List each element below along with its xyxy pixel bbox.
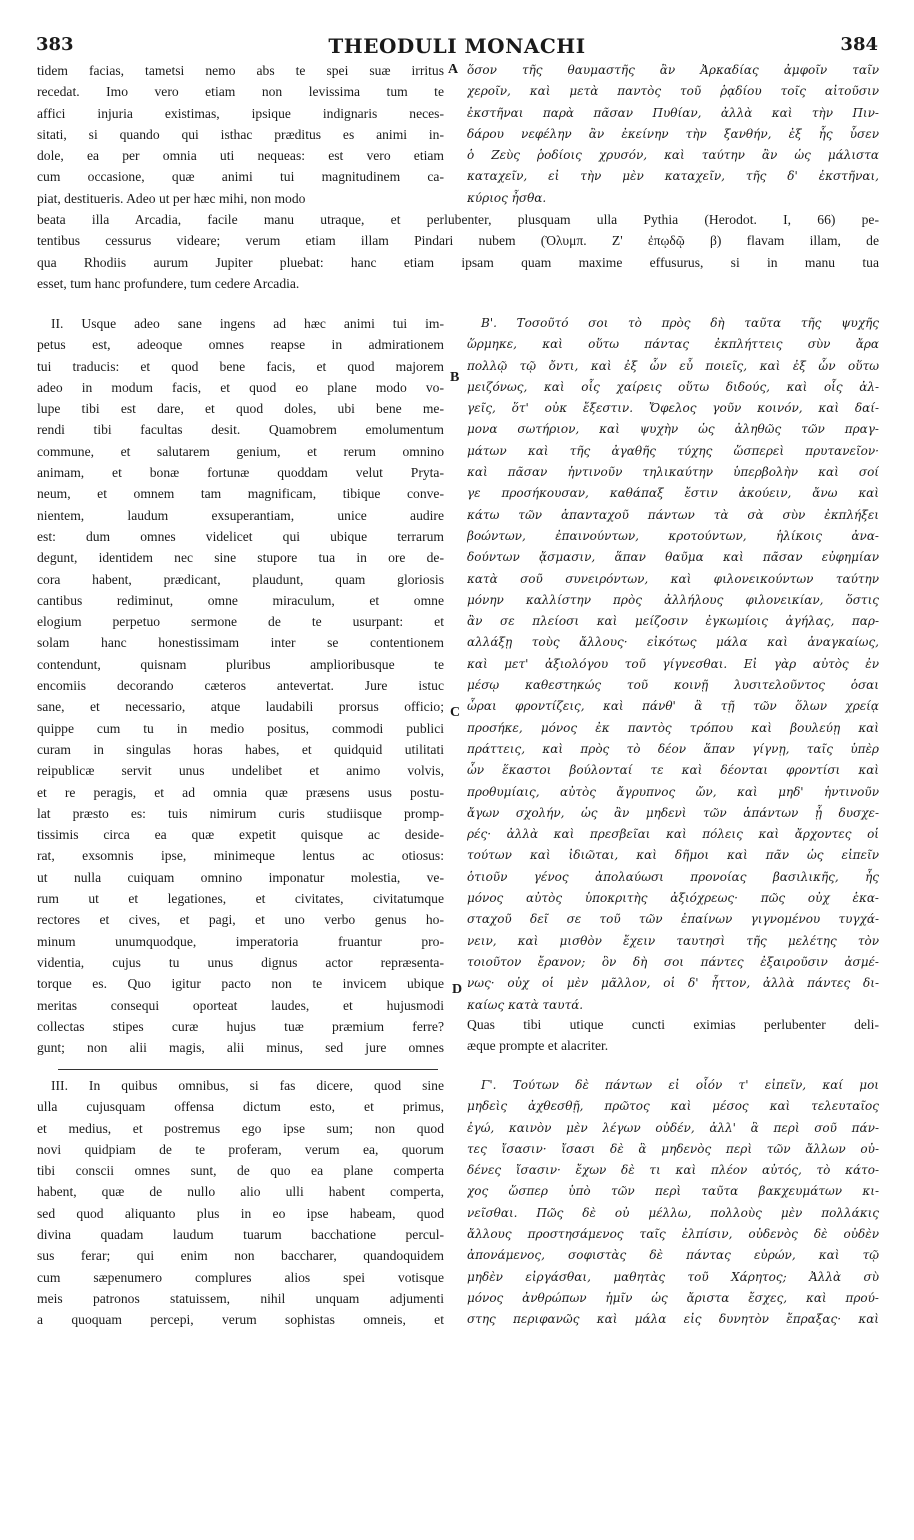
text-line: νεῖσθαι. Πῶς δὲ οὐ μέλλω, πολλοὺς μὲν πολλάκις bbox=[467, 1205, 879, 1220]
text-line: μονα σωτήριον, καὶ ψυχὴν ὡς ἀληθῶς τῶν πραγ- bbox=[467, 422, 879, 437]
text-line: μάτων καὶ τῆς ἀγαθῆς τύχης ὥσπερεὶ πρυτανεῖον· bbox=[467, 443, 879, 458]
text-line: meis patronos statuissem, nihil unquam adjumenti bbox=[37, 1290, 444, 1306]
text-line: ulla cujusquam offensa dictum esto, et primus, bbox=[37, 1099, 444, 1115]
text-line: neum, et omnem tam magnificam, tibique conve- bbox=[37, 486, 444, 502]
text-line: meritas consequi oporteat laudes, et hujusmodi bbox=[37, 997, 444, 1013]
margin-marker-d: D bbox=[452, 982, 463, 997]
text-line: δένες ἴσασιν· ἔχων δὲ τι καὶ πλέον αὐτός, τὸ κάτο- bbox=[467, 1163, 879, 1178]
text-line: rectores et cives, et pagi, et uno verbo genus ho- bbox=[37, 912, 444, 928]
text-line: ἄλλους προστησάμενος ταῖς ἐλπίσιν, οὐδενὸς δὲ οὐδὲν bbox=[467, 1227, 879, 1242]
text-line: animam, et bonæ fortunæ quoddam velut Pryta- bbox=[37, 465, 444, 481]
text-line: tidem facias, tametsi nemo abs te spei suæ irritus bbox=[37, 63, 444, 78]
text-line: κύριος ἦσθα. bbox=[467, 190, 547, 205]
text-line: contendunt, quisnam pluribus amplioribusque te bbox=[37, 656, 444, 672]
text-line: tentibus cessurus videare; verum etiam illam Pindari nubem (Ὀλυμπ. Ζ' ἐπῳδῷ β) flavam illam, de bbox=[37, 233, 879, 249]
full-width-paragraph-1 bbox=[37, 209, 879, 297]
text-line: rum ut et legationes, et civitates, civitatumque bbox=[37, 891, 444, 907]
text-line: torque es. Quo igitur pacto non te invicem ubique bbox=[37, 976, 444, 992]
text-line: τούτων καὶ ἰδιῶται, καὶ δῆμοι καὶ πᾶν ὡς εἰπεῖν bbox=[467, 848, 879, 863]
text-line: ρές· ἀλλὰ καὶ πρεσβεῖαι καὶ πόλεις καὶ ἄρχοντες οἱ bbox=[467, 827, 879, 842]
text-line: petus est, adeoque omnes reapse in admirationem bbox=[37, 337, 444, 353]
text-line: affici injuria existimas, ipsique indignaris neces- bbox=[37, 105, 444, 121]
text-line: recedat. Imo vero etiam non levissima tum te bbox=[37, 84, 444, 100]
text-line: προσήκε, μόνος ἐκ παντὸς τρόπου καὶ βουλεύῃ καὶ bbox=[467, 720, 879, 735]
text-line: ὁ Ζεὺς ῥοδίοις χρυσόν, καὶ ταύτην ἂν ὡς μάλιστα bbox=[467, 148, 879, 163]
text-line: minum unumquodque, imperatoria fruantur pro- bbox=[37, 933, 444, 949]
text-line: rendi tibi facultas desit. Quamobrem emolumentum bbox=[37, 422, 444, 438]
text-line: degunt, identidem nec sine stupore tua in ore de- bbox=[37, 550, 444, 566]
text-line: πολλῷ τῷ ὄντι, καὶ ἐξ ὧν εὖ ποιεῖς, καὶ ἐξ ὧν οὕτω bbox=[467, 358, 879, 373]
margin-marker-c: C bbox=[450, 705, 461, 720]
text-line: beata illa Arcadia, facile manu utraque, et perlubenter, plusquam ulla Pythia (Herodot. I, 66) pe- bbox=[37, 212, 879, 227]
text-line: ὧν ἕκαστοι βούλονταί τε καὶ δέονται φροντίσι καὶ bbox=[467, 763, 879, 778]
text-line: curam in singulas horas habes, et quidquid utilitati bbox=[37, 741, 444, 757]
text-line: cantibus rediminut, omne miraculum, et omne bbox=[37, 592, 444, 608]
text-line: τοιοῦτον ἔρανον; ὃν δὴ σοι πάντες ἐξαιροῦσιν ἀσμέ- bbox=[467, 954, 879, 969]
text-line: ὅσον τῆς θαυμαστῆς ἂν Ἀρκαδίας ἀμφοῖν ταῖν bbox=[467, 63, 879, 77]
text-line: dole, ea per omnia uti nequeas: est vero etiam bbox=[37, 148, 444, 164]
text-line: sane, et necessario, atque laudabili prorsus officio; bbox=[37, 699, 444, 715]
text-line: esset, tum hanc profundere, tum cedere Arcadia. bbox=[37, 275, 300, 291]
text-line: προθυμίαις, αὐτὸς ἄγρυπνος ὤν, καὶ μηδ' ἡντινοῦν bbox=[467, 784, 879, 799]
text-line: II. Usque adeo sane ingens ad hæc animi tui im- bbox=[51, 316, 444, 331]
page-number-right: 384 bbox=[840, 34, 878, 55]
text-line: ὥρμηκε, καὶ οὕτω πάντας ἐκπλήττεις σὺν ἄρα bbox=[467, 337, 879, 352]
column-divider-section-3 bbox=[58, 1069, 438, 1070]
text-line: μειζόνως, καὶ οἷς χαίρεις οὕτω διδούς, καὶ οἷς ἀλ- bbox=[467, 379, 879, 394]
margin-marker-b: B bbox=[450, 370, 460, 385]
text-line: δούντων ᾄσμασιν, ἅπαν θαῦμα καὶ πᾶσαν εὐφημίαν bbox=[467, 550, 879, 565]
text-line: III. In quibus omnibus, si fas dicere, quod sine bbox=[51, 1078, 444, 1093]
text-line: cum occasione, quæ animi tui magnitudinem ca- bbox=[37, 169, 444, 185]
greek-column-section-1 bbox=[467, 60, 879, 212]
text-line: μόνος αὐτὸς ὑποκριτὴς ἀξιόχρεως· πῶς οὐχ ἑκα- bbox=[467, 891, 879, 906]
text-line: νειν, καὶ μισθὸν ἔχειν ταυτησὶ τῆς μελέτης τὸν bbox=[467, 933, 879, 948]
text-line: Β'. Τοσοῦτό σοι τὸ πρὸς δὴ ταῦτα τῆς ψυχῆς bbox=[481, 316, 879, 330]
text-line: æque prompte et alacriter. bbox=[467, 1038, 609, 1054]
text-line: novi quidpiam de te proferam, verum ea, quorum bbox=[37, 1141, 444, 1157]
text-line: Quas tibi utique cuncti eximias perlubenter deli- bbox=[467, 1017, 879, 1032]
text-line: cum sæpenumero complures alios spei votisque bbox=[37, 1269, 444, 1285]
text-line: elogium perpetuo sermone de te usurpant: et bbox=[37, 614, 444, 630]
text-line: ἐγώ, καινὸν μὲν λέγων οὐδέν, ἀλλ' ἃ περὶ σοῦ πάν- bbox=[467, 1120, 879, 1135]
text-line: κάτω τῶν ἁπανταχοῦ πάντων τὰ σὰ σὺν ἐκπλήξει bbox=[467, 507, 879, 522]
greek-column-section-2 bbox=[467, 313, 879, 1019]
text-line: γε προσήκουσαν, καθάπαξ ἔστιν ἀκούειν, ἄνω καὶ bbox=[467, 486, 879, 501]
text-line: μηδεὶς ἀχθεσθῇ, πρῶτος καὶ μέσος καὶ τελευταῖος bbox=[467, 1099, 879, 1114]
text-line: μέσῳ καθεστηκώς τοῦ κοινῇ λυσιτελοῦντος ὁσαι bbox=[467, 678, 879, 693]
text-line: αλλάξῃ τοὺς ἄλλους· εἰκότως μάλα καὶ ἀναγκαίως, bbox=[467, 635, 879, 650]
text-line: piat, destitueris. Adeo ut per hæc mihi, non modo bbox=[37, 190, 306, 206]
text-line: gunt; non alii magis, alii minus, sed jure omnes bbox=[37, 1040, 444, 1056]
text-line: καὶ μετ' ἀξιολόγου τοῦ γίγνεσθαι. Εἰ γὰρ αὐτὸς ἐν bbox=[467, 656, 879, 671]
running-title: THEODULI MONACHI bbox=[328, 34, 586, 58]
text-line: καταχεῖν, εἰ τὴν μὲν καταχεῖν, τῆς δ' ἐκστῆναι, bbox=[467, 169, 879, 184]
text-line: νως· οὐχ οἱ μὲν μᾶλλον, οἱ δ' ἧττον, ἀλλὰ πάντες δι- bbox=[467, 976, 879, 991]
text-line: habent, quæ de nullo alio ulli habent comperta, bbox=[37, 1184, 444, 1200]
text-line: γεῖς, ὅτ' οὐκ ἔξεστιν. Ὄφελος γοῦν κοινόν, καὶ δαί- bbox=[467, 401, 879, 416]
text-line: lat præsto es: tuis nimirum curis studiisque promp- bbox=[37, 805, 444, 821]
greek-column-section-3 bbox=[467, 1075, 879, 1337]
text-line: est: dum omnes videlicet qui ubique terrarum bbox=[37, 528, 444, 544]
text-line: μόνος ἀνθρώπων ἡμῖν ὡς ἄριστα ἔσχες, καὶ πρού- bbox=[467, 1290, 879, 1305]
text-line: τες ἴσασιν· ἴσασι δὲ ἃ μηδενὸς περὶ τῶν ἄλλων οὐ- bbox=[467, 1141, 879, 1156]
page-header bbox=[30, 30, 884, 58]
text-line: commune, et salutarem genium, et rerum omnino bbox=[37, 443, 444, 459]
text-line: sed quod aliquanto plus in eo ipse habeam, quod bbox=[37, 1205, 444, 1221]
text-line: ὧραι φροντίζεις, καὶ πάνθ' ἃ τῇ τῶν ὅλων χρείᾳ bbox=[467, 699, 879, 714]
text-line: ὁτιοῦν γένος ἀπολαύωσι προνοίας βασιλικῆς, ἧς bbox=[467, 869, 879, 884]
text-line: ἂν σε πλείοσι καὶ μείζοσιν ἐγκωμίοις ἀγήλας, παρ- bbox=[467, 614, 879, 629]
text-line: χεροῖν, καὶ μετὰ παντὸς τοῦ ῥᾳδίου τοῖς αἰτοῦσιν bbox=[467, 84, 879, 99]
text-line: solam hanc honestissimam inter se contentionem bbox=[37, 635, 444, 651]
text-line: μόνην καλλίστην πρὸς ἀλλήλους φιλονεικίαν, ὅστις bbox=[467, 592, 879, 607]
text-line: στης περιφανῶς καὶ μάλα εἰς δυνητὸν ἔπραξας· καὶ bbox=[467, 1312, 879, 1327]
text-line: a quoquam percepi, verum sophistas omneis, et bbox=[37, 1312, 444, 1328]
text-line: encomiis decorando cæteros antevertat. Jure istuc bbox=[37, 678, 444, 694]
text-line: ut nulla cuiquam omnino imponatur molestia, ve- bbox=[37, 869, 444, 885]
text-line: quippe cum tu in medio positus, commodi publici bbox=[37, 720, 444, 736]
text-line: tui traducis: et quod bene facis, et quod majorem bbox=[37, 358, 444, 374]
text-line: et re peragis, et ad omnia quæ præsens usus postu- bbox=[37, 784, 444, 800]
margin-marker-a: A bbox=[448, 62, 459, 77]
text-line: videntia, cujus tu unus dignus actor repræsenta- bbox=[37, 954, 444, 970]
text-line: sitati, si quando qui isthac præditus es animi in- bbox=[37, 126, 444, 142]
text-line: χος ὥσπερ ὑπὸ τῶν περὶ ταῦτα βακχευμάτων κι- bbox=[467, 1184, 879, 1199]
text-line: ἐκστῆναι παρὰ πᾶσαν Πυθίαν, ἀλλὰ καὶ τὴν Πιν- bbox=[467, 105, 879, 120]
text-line: reipublicæ servit unus undelibet et animo volvis, bbox=[37, 763, 444, 779]
text-line: καὶ πᾶσαν ἡντινοῦν τηλικαύτην ὑπερβολὴν καὶ σοί bbox=[467, 465, 879, 480]
text-line: divina quadam laudum tuarum bacchatione percul- bbox=[37, 1227, 444, 1243]
text-line: rat, exsomnis ipse, minimeque lentus ac otiosus: bbox=[37, 848, 444, 864]
text-line: πράττεις, καὶ πρὸς τὸ δέον ἅπαν γίγνῃ, ταῖς ὑπὲρ bbox=[467, 741, 879, 756]
text-line: adeo in modum facis, et quod eo plane modo vo- bbox=[37, 379, 444, 395]
text-line: tissimis circa ea quæ expetit quisque ac deside- bbox=[37, 827, 444, 843]
text-line: cora habent, prædicant, plaudunt, quam gloriosis bbox=[37, 571, 444, 587]
latin-column-section-2 bbox=[37, 313, 444, 1065]
text-line: lupe tibi est dare, et quod doles, ubi bene me- bbox=[37, 401, 444, 417]
text-line: sus ferar; qui enim non baccharer, quandoquidem bbox=[37, 1248, 444, 1264]
text-line: collectas stipes curæ hujus tuæ præmium ferre? bbox=[37, 1018, 444, 1034]
text-line: tibi conscii omnes sunt, de quo ea plane comperta bbox=[37, 1163, 444, 1179]
text-line: Γ'. Τούτων δὲ πάντων εἰ οἷόν τ' εἰπεῖν, καί μοι bbox=[481, 1078, 879, 1092]
text-line: ἄγων σχολήν, ὡς ἂν μηδενὶ τῶν ἁπάντων ᾖ δυσχε- bbox=[467, 805, 879, 820]
text-line: nientem, laudum exsuperantiam, unice audire bbox=[37, 507, 444, 523]
text-line: et medius, et postremus ego ipse sum; non quod bbox=[37, 1120, 444, 1136]
text-line: δάρου νεφέλην ἂν ἐκείνην τὴν ξανθήν, ἐξ ἧς ὗσεν bbox=[467, 126, 879, 141]
text-line: ἀπονάμενος, σοφιστὰς δὲ πάντας εὑρών, καὶ τῷ bbox=[467, 1248, 879, 1263]
text-line: μηδὲν εἰργάσθαι, μαθητὰς τοῦ Χάρητος; Ἀλλὰ σὺ bbox=[467, 1269, 879, 1284]
page-number-left: 383 bbox=[36, 34, 74, 55]
greek-column-latin-continuation bbox=[467, 1014, 879, 1060]
text-line: βοώντων, ἐπαινούντων, κροτούντων, ἡλίκοις ἀνα- bbox=[467, 528, 879, 543]
text-line: qua Rhodiis aurum Jupiter pluebat: hanc etiam ipsam quam maxime effusurus, si in manu tua bbox=[37, 254, 879, 270]
text-line: κατὰ σοῦ συνειρόντων, καὶ φιλονεικούντων ταύτην bbox=[467, 571, 879, 586]
latin-column-section-3 bbox=[37, 1075, 444, 1337]
latin-column-section-1 bbox=[37, 60, 444, 212]
text-line: καίως κατὰ ταυτά. bbox=[467, 997, 584, 1012]
text-line: σταχοῦ δεῖ σε τοῦ τῶν ἐπαίνων γιγνομένου τυγχά- bbox=[467, 912, 879, 927]
